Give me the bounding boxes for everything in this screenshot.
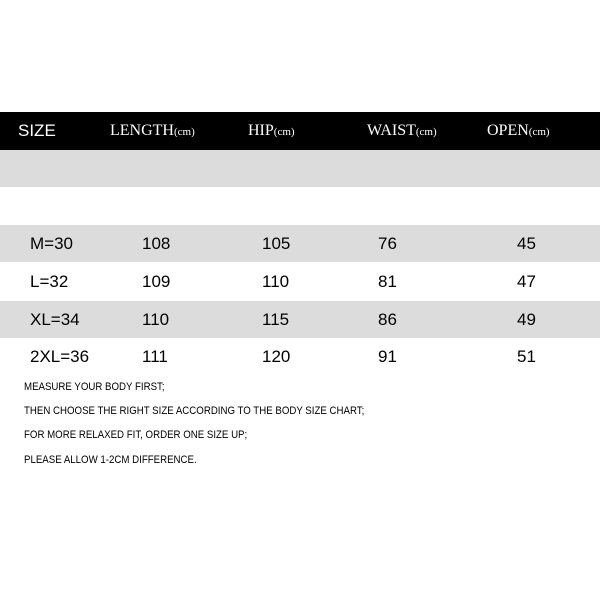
row-open: 51 — [517, 347, 536, 366]
row-length: 111 — [142, 347, 168, 366]
size-chart-header — [0, 112, 600, 150]
row-open: 45 — [517, 234, 536, 253]
row-size: 2XL=36 — [30, 347, 90, 366]
note-choose-size: THEN CHOOSE THE RIGHT SIZE ACCORDING TO THE BODY SIZE CHART; — [24, 405, 365, 417]
row-waist: 91 — [378, 347, 397, 366]
row-length: 108 — [142, 234, 171, 253]
header-waist-unit: (cm) — [415, 126, 437, 138]
header-length-label: LENGTH — [110, 122, 174, 139]
header-waist-label: WAIST — [367, 122, 416, 139]
note-difference: PLEASE ALLOW 1-2CM DIFFERENCE. — [24, 454, 197, 466]
row-size: XL=34 — [30, 310, 80, 329]
row-open: 47 — [517, 272, 536, 291]
header-length — [110, 112, 195, 150]
row-size: M=30 — [30, 234, 73, 253]
row-waist: 81 — [378, 272, 397, 291]
header-hip — [248, 112, 295, 150]
header-hip-label: HIP — [248, 122, 274, 139]
header-open — [487, 112, 550, 150]
row-waist: 86 — [378, 310, 397, 329]
row-hip: 120 — [262, 347, 291, 366]
row-size: L=32 — [30, 272, 69, 291]
header-hip-unit: (cm) — [273, 126, 295, 138]
note-relaxed-fit: FOR MORE RELAXED FIT, ORDER ONE SIZE UP; — [24, 429, 248, 441]
row-hip: 110 — [262, 272, 290, 291]
row-hip: 115 — [262, 310, 290, 329]
row-open: 49 — [517, 310, 536, 329]
table-row — [0, 338, 600, 375]
table-row — [0, 263, 600, 300]
header-length-unit: (cm) — [173, 126, 195, 138]
header-size: SIZE — [18, 121, 56, 140]
header-waist — [367, 112, 437, 150]
header-open-label: OPEN — [487, 122, 529, 139]
row-waist: 76 — [378, 234, 397, 253]
table-row — [0, 225, 600, 262]
row-length: 109 — [142, 272, 171, 291]
row-length: 110 — [142, 310, 170, 329]
header-open-unit: (cm) — [528, 126, 550, 138]
note-measure: MEASURE YOUR BODY FIRST; — [24, 381, 165, 393]
empty-band — [0, 150, 600, 187]
table-row — [0, 301, 600, 338]
row-hip: 105 — [262, 234, 291, 253]
